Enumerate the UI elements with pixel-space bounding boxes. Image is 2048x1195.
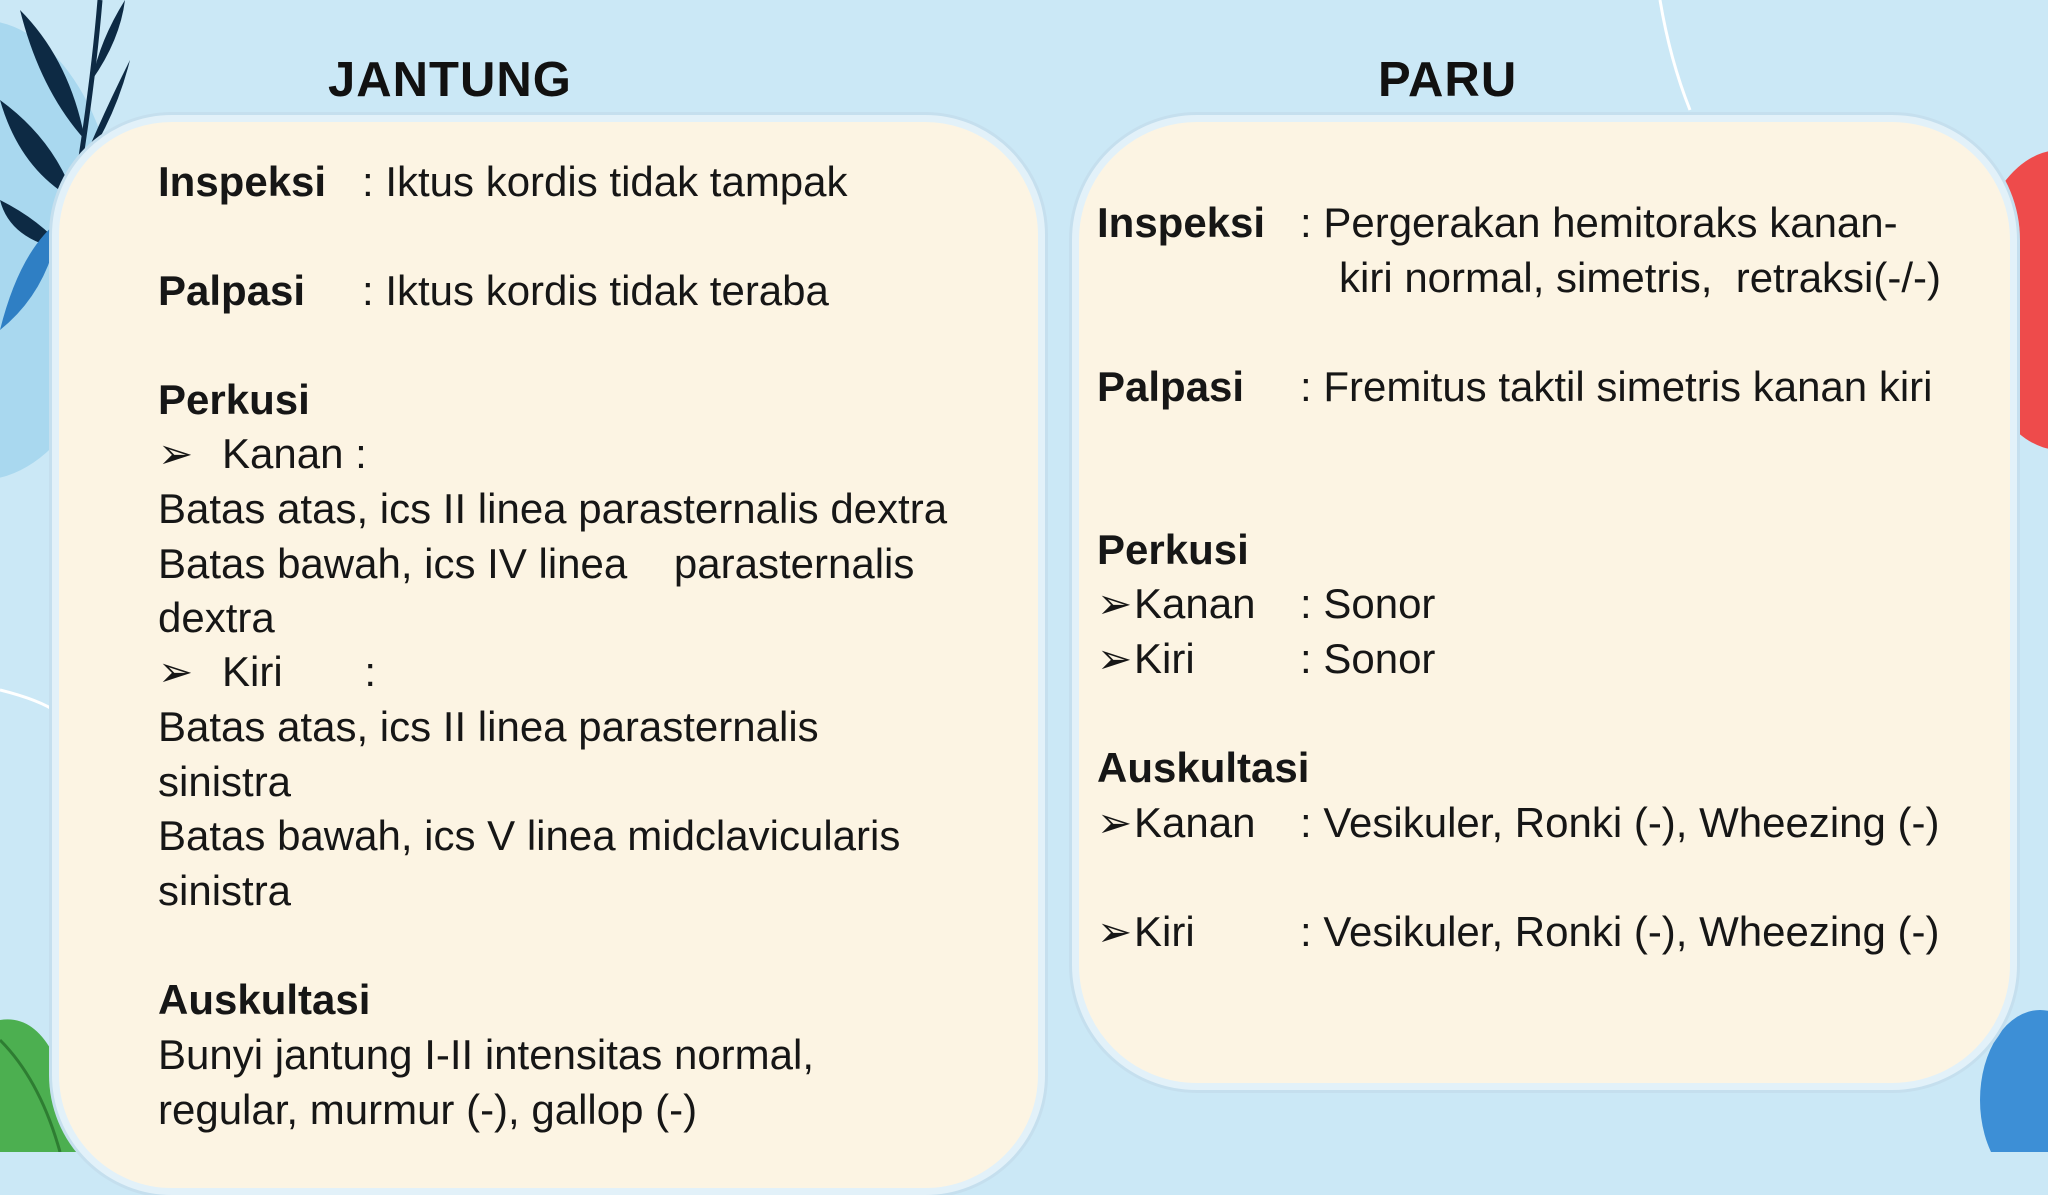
jantung-kiri-line4: sinistra: [158, 867, 292, 914]
paru-ausk-kanan-arrow-icon: ➢: [1097, 799, 1133, 846]
jantung-kiri-label: Kiri :: [222, 648, 377, 695]
paru-palpasi-value: : Fremitus taktil simetris kanan kiri: [1300, 363, 1933, 410]
paru-title: PARU: [1378, 53, 1518, 107]
paru-perkusi-kiri-arrow-icon: ➢: [1097, 635, 1133, 682]
jantung-auskultasi-line1: Bunyi jantung I-II intensitas normal,: [158, 1031, 815, 1078]
paru-ausk-kanan-value: : Vesikuler, Ronki (-), Wheezing (-): [1300, 799, 1940, 846]
jantung-auskultasi-line2: regular, murmur (-), gallop (-): [158, 1086, 698, 1133]
jantung-auskultasi-label: Auskultasi: [158, 976, 371, 1023]
jantung-palpasi-value: : Iktus kordis tidak teraba: [362, 267, 829, 314]
paru-inspeksi-line1: : Pergerakan hemitoraks kanan-: [1300, 199, 1898, 246]
jantung-perkusi-label: Perkusi: [158, 376, 310, 423]
paru-ausk-kiri-arrow-icon: ➢: [1097, 908, 1133, 955]
jantung-kanan-line2: Batas bawah, ics IV linea parasternalis: [158, 540, 915, 587]
jantung-kanan-arrow-icon: ➢: [158, 430, 194, 477]
jantung-kiri-line1: Batas atas, ics II linea parasternalis: [158, 703, 819, 750]
paru-inspeksi-label: Inspeksi: [1097, 199, 1266, 246]
paru-palpasi-label: Palpasi: [1097, 363, 1245, 410]
jantung-kanan-line1: Batas atas, ics II linea parasternalis dextra: [158, 485, 948, 532]
paru-ausk-kanan-label: Kanan: [1134, 799, 1256, 846]
jantung-title: JANTUNG: [328, 53, 572, 107]
jantung-kanan-line3: dextra: [158, 594, 275, 641]
paru-ausk-kiri-value: : Vesikuler, Ronki (-), Wheezing (-): [1300, 908, 1940, 955]
paru-perkusi-label: Perkusi: [1097, 526, 1249, 573]
jantung-kiri-line3: Batas bawah, ics V linea midclavicularis: [158, 812, 901, 859]
paru-perkusi-kiri-label: Kiri: [1134, 635, 1195, 682]
white-arc-top-right: [1660, 0, 1690, 110]
paru-auskultasi-label: Auskultasi: [1097, 744, 1310, 791]
jantung-kiri-line2: sinistra: [158, 758, 292, 805]
jantung-palpasi-label: Palpasi: [158, 267, 306, 314]
jantung-inspeksi-label: Inspeksi: [158, 158, 327, 205]
paru-perkusi-kanan-arrow-icon: ➢: [1097, 580, 1133, 627]
jantung-kiri-arrow-icon: ➢: [158, 648, 194, 695]
jantung-kanan-label: Kanan :: [222, 430, 367, 477]
jantung-inspeksi-value: : Iktus kordis tidak tampak: [362, 158, 848, 205]
paru-inspeksi-line2: kiri normal, simetris, retraksi(-/-): [1339, 254, 1942, 301]
paru-perkusi-kanan-label: Kanan: [1134, 580, 1256, 627]
paru-perkusi-kiri-value: : Sonor: [1300, 635, 1436, 682]
paru-ausk-kiri-label: Kiri: [1134, 908, 1195, 955]
paru-perkusi-kanan-value: : Sonor: [1300, 580, 1436, 627]
